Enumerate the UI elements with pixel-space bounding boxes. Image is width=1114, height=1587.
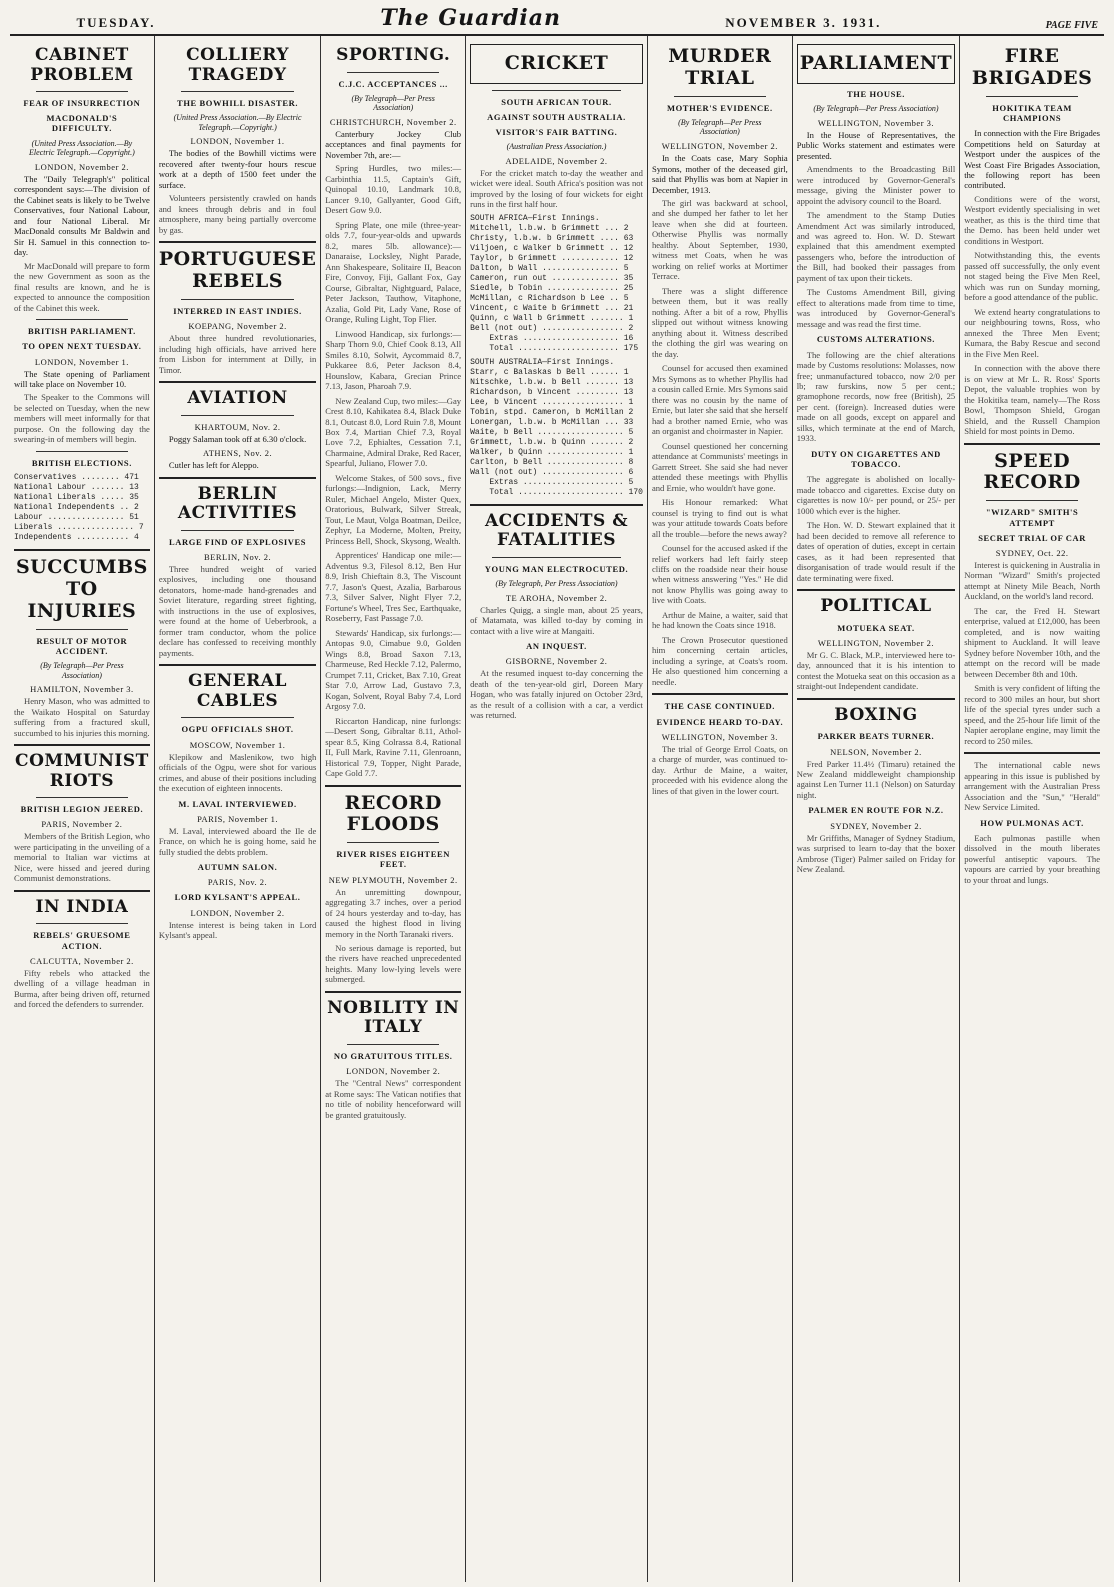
subhead: TO OPEN NEXT TUESDAY. bbox=[22, 341, 142, 352]
dateline: LONDON, November 2. bbox=[190, 907, 285, 918]
headline-record-floods: RECORD FLOODS bbox=[344, 791, 442, 836]
article-body: The amendment to the Stamp Duties Amendment Act was similarly introduced, and was agreed to. Hon. W. D. Stewart explained that this amendment exempted passengers who, before the introduction of the Bill, had booked their passages from payment of tax upon their tickets. bbox=[796, 210, 956, 283]
subhead: SECRET TRIAL OF CAR bbox=[978, 532, 1087, 543]
headline-berlin-activities: BERLIN ACTIVITIES bbox=[177, 483, 298, 524]
headline-sporting: SPORTING. bbox=[336, 45, 451, 65]
dateline: NEW PLYMOUTH, November 2. bbox=[328, 874, 458, 885]
article-body: Riccarton Handicap, nine furlongs:—Desert Song, Gibraltar 8.11, Athol-spear 8.5, King Colrassa 8.4, Rational II, Full Mark, Ravine 7.11, Glenroann, Historical 7.9, Topper, Night Parade, Cape Gold 7.7. bbox=[325, 715, 462, 779]
credit-line: (By Telegraph—Per Press Association) bbox=[678, 117, 762, 137]
dateline: TE AROHA, November 2. bbox=[505, 592, 608, 603]
dateline: CALCUTTA, November 2. bbox=[30, 955, 134, 966]
article-body: No serious damage is reported, but the rivers have reached unprecedented heights. Many low-lying levels were submerged. bbox=[325, 942, 462, 985]
parliament-heading-box bbox=[797, 44, 955, 84]
credit-line: (By Telegraph—Per Press Association) bbox=[40, 661, 124, 680]
article-body: We extend hearty congratulations to our neighbouring towns, Ross, who annexed the Three Men Event; Kumara, the Baby Rescue and second in the Five Men Reel. bbox=[964, 306, 1101, 359]
article-body: Charles Quigg, a single man, about 25 years, of Matamata, was killed to-day by coming in contact with a live wire at Mangaiti. bbox=[470, 604, 643, 636]
cricket-heading-box bbox=[470, 44, 643, 84]
article-body: Notwithstanding this, the events passed off successfully, the only event not staged being the Five Men Reel, which was run on Sunday morning, before a good attendance of the public. bbox=[964, 250, 1101, 303]
masthead-date: NOVEMBER 3. 1931. bbox=[725, 15, 882, 30]
columns bbox=[10, 36, 1104, 1582]
article-body: Mr Griffiths, Manager of Sydney Stadium, was surprised to learn to-day that the boxer Ambrose (Tiger) Palmer sailed on Friday for New Zealand. bbox=[796, 832, 956, 875]
dateline: PARIS, November 1. bbox=[197, 813, 279, 824]
headline-succumbs-to-injuries: SUCCUMBS TO INJURIES bbox=[15, 556, 148, 622]
headline-cricket: CRICKET bbox=[504, 52, 609, 74]
headline-speed-record: SPEED RECORD bbox=[983, 449, 1081, 494]
subhead: REBELS' GRUESOME ACTION. bbox=[33, 930, 131, 951]
subhead: RESULT OF MOTOR ACCIDENT. bbox=[36, 635, 128, 656]
credit-line: (Australian Press Association.) bbox=[506, 142, 607, 152]
headline-colliery-tragedy: COLLIERY TRAGEDY bbox=[186, 45, 289, 85]
election-results: Conservatives ........ 471 National Labour ....... 13 National Liberals ..... 35 National Independents .. 2 Labour ................ 51 Liberals ................ 7 Independents ........... 4 bbox=[14, 473, 144, 543]
article-body: The girl was backward at school, and she dumped her father to let her leave when she did at fourteen. Otherwise Phyllis was normally healthy. About September, 1930, witness met Coats, when he was working on relief works at Mortimer Terrace. bbox=[651, 198, 788, 282]
column-6 bbox=[793, 36, 960, 1582]
article-body: The Customs Amendment Bill, giving effect to alterations made from time to time, was introduced by Governor-General's message and was read the first time. bbox=[796, 287, 956, 329]
subhead: LORD KYLSANT'S APPEAL. bbox=[174, 892, 301, 903]
article-body: Welcome Stakes, of 500 sovs., five furlongs:—Indignion, Lack, Merry Ruler, Michael Angelo, Mister Quex, Oratorious, Bulwark, Silver Streak, Tout, Le Maut, Volga Boatman, Deilce, Zephyr, La Moderne, Molten, Preity, Princess Bell, Shock, Skysong, Wealth. bbox=[325, 472, 462, 546]
headline-parliament: PARLIAMENT bbox=[799, 52, 953, 74]
subhead: HOKITIKA TEAM CHAMPIONS bbox=[992, 102, 1072, 123]
subhead: YOUNG MAN ELECTROCUTED. bbox=[484, 564, 629, 575]
article-body: About three hundred revolutionaries, including high officials, have arrived here from Lisbon for internment at Dilly, in Timor. bbox=[158, 333, 317, 375]
dateline: ATHENS, Nov. 2. bbox=[203, 448, 273, 459]
article-body: The aggregate is abolished on locally-made tobacco and cigarettes. Excise duty on cigarettes is now 10/- per pound, or 25/- per 1000 which ever is the higher. bbox=[796, 474, 956, 516]
headline-in-india: IN INDIA bbox=[35, 896, 129, 917]
headline-political: POLITICAL bbox=[820, 596, 932, 617]
subhead: OGPU OFFICIALS SHOT. bbox=[181, 724, 294, 735]
subhead: BRITISH PARLIAMENT. bbox=[27, 326, 136, 337]
article-body: Spring Hurdles, two miles:—Carbinthia 11.5, Captain's Gift, Quinopal 10.10, Landmark 10.8, Lancer 9.10, Gallyanter, Good Gift, Desert Gow 9.0. bbox=[325, 163, 462, 216]
subhead: THE BOWHILL DISASTER. bbox=[177, 98, 299, 109]
dateline: PARIS, Nov. 2. bbox=[207, 877, 268, 888]
subhead: AUTUMN SALON. bbox=[197, 862, 278, 873]
article-body: Counsel questioned her concerning attendance at Communists' meetings in Garrett Street. She said she had never attended these meetings with Phyllis and Ernie, who wouldn't have gone. bbox=[651, 440, 788, 493]
masthead bbox=[10, 6, 1104, 36]
dateline: NELSON, November 2. bbox=[830, 746, 922, 757]
article-text: Canterbury Jockey Club acceptances and final payments for November 7th, are:— bbox=[325, 128, 462, 160]
subhead: DUTY ON CIGARETTES AND TOBACCO. bbox=[811, 448, 941, 470]
credit-line: (United Press Association.—By Electric Telegraph.—Copyright.) bbox=[29, 138, 135, 158]
subhead: HOW PULMONAS ACT. bbox=[980, 817, 1084, 828]
article-body: Members of the British Legion, who were participating in the unveiling of a memorial to Italian war victims at Nice, were hissed and jeered during Communist demonstrations. bbox=[14, 831, 150, 884]
article-body: Counsel for the accused asked if the relief workers had left fairly steep cliffs on the roadside near their house when witness answering "Yes." He did not know Phyllis was going away to live with Coats. bbox=[651, 543, 788, 606]
subhead: SOUTH AFRICAN TOUR. bbox=[501, 96, 612, 107]
article-body: There was a slight difference between them, but it was really nothing. After a bit of a row, Phyllis slipped out without witness knowing anything about it. Witness described the clothing the girl was wearing on the day. bbox=[651, 285, 788, 359]
article-body: Counsel for accused then examined Mrs Symons as to whether Phyllis had a cousin called Ernie. Mrs Symons said there was no cousin by the name of Ernie, but later she said that she herself had a brother named Ernie, who was an organist and choirmaster in Napier. bbox=[651, 363, 788, 437]
subhead: THE CASE CONTINUED. bbox=[664, 701, 776, 712]
article-body: The following are the chief alterations made by Customs resolutions: Molasses, now free; unmanufactured tobacco, now 2/0 per lb; raw furskins, now 5 per cent.; gramophone records, now free (British), 25 per cent. (foreign). Increased duties were made on all goods, except on apparel and silks, which terminate at the end of March, 1933. bbox=[796, 349, 956, 444]
article-text: The bodies of the Bowhill victims were recovered after twenty-four hours rescue work at a depth of 1500 feet under the surface. bbox=[158, 148, 317, 190]
article-body: Interest is quickening in Australia in Norman "Wizard" Smith's projected attempt at Ninety Mile Beach, North Auckland, on the world's land record. bbox=[964, 559, 1101, 602]
article-body: At the resumed inquest to-day concerning the death of the ten-year-old girl, Doreen Mary Hogan, who was fatally injured on October 23rd, as the result of a collision with a car, a verdict was returned. bbox=[470, 668, 643, 721]
headline-nobility-in-italy: NOBILITY IN ITALY bbox=[327, 997, 460, 1038]
dateline: MOSCOW, November 1. bbox=[189, 739, 286, 750]
headline-communist-riots: COMMUNIST RIOTS bbox=[15, 751, 149, 791]
article-body: For the cricket match to-day the weather and wicket were ideal. South Africa's position was not improved by the losing of four wickets for eight runs in the first half hour. bbox=[470, 168, 643, 210]
dateline: KOEPANG, November 2. bbox=[188, 321, 287, 332]
article-body: M. Laval, interviewed aboard the Ile de France, on which he is going home, said he fully studied the debts problem. bbox=[158, 825, 317, 857]
dateline: WELLINGTON, November 3. bbox=[817, 117, 935, 128]
dateline: HAMILTON, November 3. bbox=[30, 684, 134, 695]
article-body: Henry Mason, who was admitted to the Waikato Hospital on Saturday suffering from a fractured skull, succumbed to his injuries this morning. bbox=[14, 696, 150, 738]
article-body: Linwood Handicap, six furlongs:—Sharp Thorn 9.0, Chief Cook 8.13, All Smiles 8.10, Solwit, Aycommaid 8.7, Pukkaree 8.6, Peter Jackson 8.4, Hounslow, Kabara, Grecian Prince 7.13, Jason, Pharoah 7.9. bbox=[325, 328, 462, 392]
dateline: SYDNEY, Oct. 22. bbox=[995, 547, 1069, 558]
column-3 bbox=[321, 36, 466, 1582]
article-body: Arthur de Maine, a waiter, said that he had known the Coats since 1918. bbox=[651, 609, 788, 631]
article-body: Klepikow and Maslenikow, two high officials of the Ogpu, were shot for various crimes, and abuse of their positions including the execution of eighteen innocents. bbox=[158, 751, 317, 794]
subhead: "WIZARD" SMITH'S ATTEMPT bbox=[985, 507, 1079, 528]
article-text: Cutler has left for Aleppo. bbox=[168, 460, 259, 471]
article-body: Three hundred weight of varied explosives, including one thousand detonators, home-made hand-grenades and Soviet literature, regarding street fighting, with instructions in the use of explosives, were found at the home of Ueberbrook, a former tram conductor, whom the police declare has confessed to receiving monthly payments. bbox=[158, 563, 317, 658]
credit-line: (By Telegraph, Per Press Association) bbox=[495, 579, 618, 589]
dateline: WELLINGTON, November 2. bbox=[817, 637, 935, 648]
masthead-day: TUESDAY. bbox=[76, 15, 156, 30]
column-1 bbox=[10, 36, 155, 1582]
credit-line: (United Press Association.—By Electric Telegraph.—Copyright.) bbox=[173, 113, 302, 132]
dateline: LONDON, November 1. bbox=[34, 356, 129, 367]
article-text: The State opening of Parliament will take place on November 10. bbox=[14, 368, 150, 389]
column-5 bbox=[648, 36, 793, 1582]
dateline: LONDON, November 2. bbox=[346, 1066, 441, 1077]
scorecard-south-africa: SOUTH AFRICA—First Innings. Mitchell, l.b.w. b Grimmett ... 2 Christy, l.b.w. b Grimmett .... 63 Viljoen, c Walker b Grimmett .. 12 Taylor, b Grimmett ............ 12 Dalton, b Wall ................ 5 Cameron, run out .............. 35 Siedle, b Tobin ............... 25 McMillan, c Richardson b Lee .. 5 Vincent, c Waite b Grimmett ... 21 Quinn, c Wall b Grimmett ....... 1 Bell (not out) ................. 2 Extras .................... 16 Total ..................... 175 bbox=[470, 213, 639, 353]
article-body: The Hon. W. D. Stewart explained that it had been decided to remove all reference to dates of operation of duties, except in certain cases, as it had been represented that disorganisation of trade would result if the date terminating were fixed. bbox=[796, 520, 956, 583]
column-2 bbox=[155, 36, 321, 1582]
headline-portuguese-rebels: PORTUGUESE REBELS bbox=[158, 248, 317, 293]
article-body: Mr MacDonald will prepare to form the new Government as soon as the final results are known, and he is expected to announce the composition of the Cabinet this week. bbox=[14, 260, 150, 313]
subhead: EVIDENCE HEARD TO-DAY. bbox=[656, 716, 784, 727]
subhead: MACDONALD'S DIFFICULTY. bbox=[46, 113, 118, 134]
article-body: Each pulmonas pastille when dissolved in the mouth liberates powerful antiseptic vapours. The vapours are carried by your breathing to your throat and lungs. bbox=[964, 832, 1101, 885]
subhead: BRITISH ELECTIONS. bbox=[31, 457, 132, 468]
subhead: RIVER RISES EIGHTEEN FEET. bbox=[336, 849, 450, 870]
subhead: MOTUEKA SEAT. bbox=[837, 622, 915, 633]
scorecard-south-australia: SOUTH AUSTRALIA—First Innings. Starr, c Balaskas b Bell ...... 1 Nitschke, l.b.w. b Bell ....... 13 Richardson, b Vincent ......... 13 Lee, b Vincent ................. 1 Tobin, stpd. Cameron, b McMillan 2 Lonergan, l.b.w. b McMillan ... 33 Waite, b Bell .................. 5 Grimmett, l.b.w. b Quinn ....... 2 Walker, b Quinn ................ 1 Carlton, b Bell ................ 8 Wall (not out) ................. 6 Extras ..................... 5 Total ...................... 170 bbox=[470, 357, 643, 497]
headline-fire-brigades: FIRE BRIGADES bbox=[971, 45, 1093, 89]
article-body: Intense interest is being taken in Lord Kylsant's appeal. bbox=[158, 919, 317, 941]
dateline: LONDON, November 2. bbox=[34, 161, 129, 172]
article-body: In connection with the above there is on view at Mr L. R. Ross' Sports Depot, the valuable trophies won by the Hokitika team, namely—The Ross Bowl, Thompson Shield, Grogan Shield, and the Russell Champion Shield for most points in Demo. bbox=[964, 363, 1101, 437]
credit-line: (By Telegraph—Per Press Association) bbox=[813, 104, 939, 114]
dateline: ADELAIDE, November 2. bbox=[505, 156, 608, 166]
subhead: NO GRATUITOUS TITLES. bbox=[333, 1051, 453, 1062]
article-text: In the Coats case, Mary Sophia Symons, mother of the deceased girl, said that Phyllis was born at Napier in December, 1913. bbox=[651, 153, 788, 195]
article-body: His Honour remarked: What counsel is trying to find out is what was your attitude towards Coats before all the trouble—before the news away? bbox=[651, 497, 788, 539]
subhead: AN INQUEST. bbox=[526, 641, 587, 652]
subhead: INTERRED IN EAST INDIES. bbox=[173, 306, 302, 317]
article-body: The international cable news appearing in this issue is published by arrangement with the Australian Press Association and the "Sun," "Herald" New Service Limited. bbox=[964, 760, 1101, 813]
article-body: Conditions were of the worst, Westport evidently specialising in wet weather, as this is the third time that the Demo. has been held under wet conditions in Westport. bbox=[964, 193, 1101, 246]
subhead: MOTHER'S EVIDENCE. bbox=[666, 102, 773, 113]
column-4 bbox=[466, 36, 648, 1582]
article-body: Spring Plate, one mile (three-year-olds 7.7, four-year-olds and upwards 8.2, mares 5lb. allowance):—Danaraise, Locksley, Night Parade, Ann Shakespeare, Solitaire II, Beacon Fire, Convoy, Fiji, Gallant Fox, Gay Course, Gibraltar, Nightguard, Palace, Peter Jackson, Tauthow, Vitaphone, Azalia, Gold Pit, Lady Vane, Rose of Orange, Ruling Light, Top Flier. bbox=[325, 219, 462, 325]
headline-general-cables: GENERAL CABLES bbox=[188, 671, 287, 711]
dateline: SYDNEY, November 2. bbox=[830, 820, 922, 831]
article-body: Fred Parker 11.4½ (Timaru) retained the New Zealand middleweight championship against Len Turner 11.1 (Nelson) on Saturday night. bbox=[796, 758, 956, 800]
dateline: BERLIN, Nov. 2. bbox=[203, 551, 272, 562]
headline-accidents-fatalities: ACCIDENTS & FATALITIES bbox=[484, 510, 629, 551]
subhead: CUSTOMS ALTERATIONS. bbox=[816, 334, 936, 345]
article-body: Smith is very confident of lifting the record to 300 miles an hour, but short life of the special tyres under such a speed, and the 25-hour life limit of the Napier aeroplane engine, may limit the record to 250 miles. bbox=[964, 683, 1101, 746]
article-body: The Speaker to the Commons will be selected on Tuesday, when the new members will meet informally for that purpose. On the following day the swearing-in of members will begin. bbox=[14, 392, 150, 445]
subhead: PALMER EN ROUTE FOR N.Z. bbox=[808, 805, 944, 816]
article-body: Amendments to the Broadcasting Bill were introduced by Governor-General's message, giving the Minister power to appoint the advisory council to the Board. bbox=[796, 164, 956, 206]
subhead: THE HOUSE. bbox=[846, 88, 905, 99]
credit-line: (By Telegraph—Per Press Association) bbox=[351, 93, 435, 113]
article-text: Poggy Salaman took off at 6.30 o'clock. bbox=[168, 433, 307, 444]
headline-cabinet-problem: CABINET PROBLEM bbox=[30, 45, 134, 85]
article-body: New Zealand Cup, two miles:—Gay Crest 8.10, Kahikatea 8.4, Black Duke 8.1, Outcast 8.0, Lord Ruin 7.8, Mount Box 7.4, Martian Chief 7.3, Royal Love 7.2, Ephialtes, Cessation 7.1, Charmaine, Admiral Drake, Red Racer, Spearful, Juliano, Flower 7.0. bbox=[325, 395, 462, 469]
article-body: Apprentices' Handicap one mile:—Adventus 9.3, Filesol 8.12, Ben Hur 8.9, Irish Chieftain 8.3, The Viscount 7.7, Jason's Quest, Azalia, Barbarous 7.3, Silver Salver, Night Flyer 7.2, Fortune's Wheel, Tres Sec, Earthquake, Roseberry, Fast Passage 7.0. bbox=[325, 550, 462, 624]
dateline: CHRISTCHURCH, November 2. bbox=[329, 116, 457, 127]
article-body: Mr G. C. Black, M.P., interviewed here to-day, announced that it is his intention to contest the Motueka seat on this occasion as a straight-out Independent candidate. bbox=[796, 649, 956, 692]
subhead: FEAR OF INSURRECTION bbox=[23, 98, 141, 109]
article-body: Fifty rebels who attacked the dwelling of a village headman in Burma, after being driven off, returned and forced the defenders to surrender. bbox=[14, 967, 150, 1010]
article-body: The car, the Fred H. Stewart enterprise, valued at £12,000, has been completed, and is now waiting shipment to Auckland. It will leave Sydney before November 10th, and the attempt on the record will be made between December 8th and 10th. bbox=[964, 605, 1101, 679]
masthead-page: PAGE FIVE bbox=[1045, 20, 1098, 31]
masthead-title: The Guardian bbox=[380, 5, 561, 31]
headline-boxing: BOXING bbox=[834, 704, 918, 725]
subhead: VISITOR'S FAIR BATTING. bbox=[495, 127, 618, 138]
article-body: Volunteers persistently crawled on hands and knees through debris and in foul atmosphere, many being partially overcome by gas. bbox=[158, 193, 317, 235]
dateline: GISBORNE, November 2. bbox=[505, 656, 608, 667]
dateline: WELLINGTON, November 2. bbox=[661, 141, 778, 152]
subhead: M. LAVAL INTERVIEWED. bbox=[178, 798, 297, 809]
headline-aviation: AVIATION bbox=[187, 388, 288, 409]
article-body: The "Central News" correspondent at Rome says: The Vatican notifies that no title of nobility henceforward will be granted gratuitously. bbox=[325, 1078, 462, 1120]
article-text: In the House of Representatives, the Public Works statement and estimates were presented. bbox=[796, 129, 956, 161]
article-body: Stewards' Handicap, six furlongs:—Antopas 9.0, Cimabue 9.0, Golden Wings 8.8, Broad Saxon 7.13, Charmeuse, Red Heckle 7.12, Palermo, Crumpet 7.11, Cricket, Bax 7.10, Great Star 7.0, Arrow Lad, Gustavo 7.3, Kogan, Solvent, Royal Baby 7.4, Lord Argosy 7.0. bbox=[325, 627, 462, 712]
article-body: The trial of George Errol Coats, on a charge of murder, was continued to-day. Arthur de Maine, a waiter, proceeded with his evidence along the lines of that given in the lower court. bbox=[651, 743, 788, 796]
subhead: C.J.C. ACCEPTANCES ... bbox=[338, 78, 448, 89]
headline-murder-trial: MURDER TRIAL bbox=[668, 45, 772, 89]
subhead: PARKER BEATS TURNER. bbox=[817, 731, 935, 742]
article-body: The Crown Prosecutor questioned him concerning certain articles, including a syringe, at Coats's room. He also questioned him concerning a needle. bbox=[651, 634, 788, 687]
subhead: BRITISH LEGION JEERED. bbox=[20, 804, 144, 815]
dateline: WELLINGTON, November 3. bbox=[661, 731, 778, 742]
subhead: LARGE FIND OF EXPLOSIVES bbox=[168, 536, 307, 547]
column-7 bbox=[960, 36, 1104, 1582]
subhead: AGAINST SOUTH AUSTRALIA. bbox=[487, 112, 626, 123]
dateline: LONDON, November 1. bbox=[190, 136, 285, 147]
article-text: In connection with the Fire Brigades Competitions held on Saturday at Westport under the auspices of the West Coast Fire Brigades Association, the following report has been contributed. bbox=[964, 128, 1101, 191]
dateline: KHARTOUM, Nov. 2. bbox=[194, 421, 281, 432]
dateline: PARIS, November 2. bbox=[41, 819, 123, 830]
article-text: The "Daily Telegraph's" political correspondent says:—The division of the Cabinet seats is likely to be Twelve Conservatives, four National Labour, and four National Liberal. Mr MacDonald consults Mr Baldwin and Sir H. Samuel in this connection to-day. bbox=[14, 173, 150, 258]
article-body: An unremitting downpour, aggregating 3.7 inches, over a period of 24 hours yesterday and to-day, has caused the highest flood in living memory in the North Taranaki rivers. bbox=[325, 886, 462, 939]
